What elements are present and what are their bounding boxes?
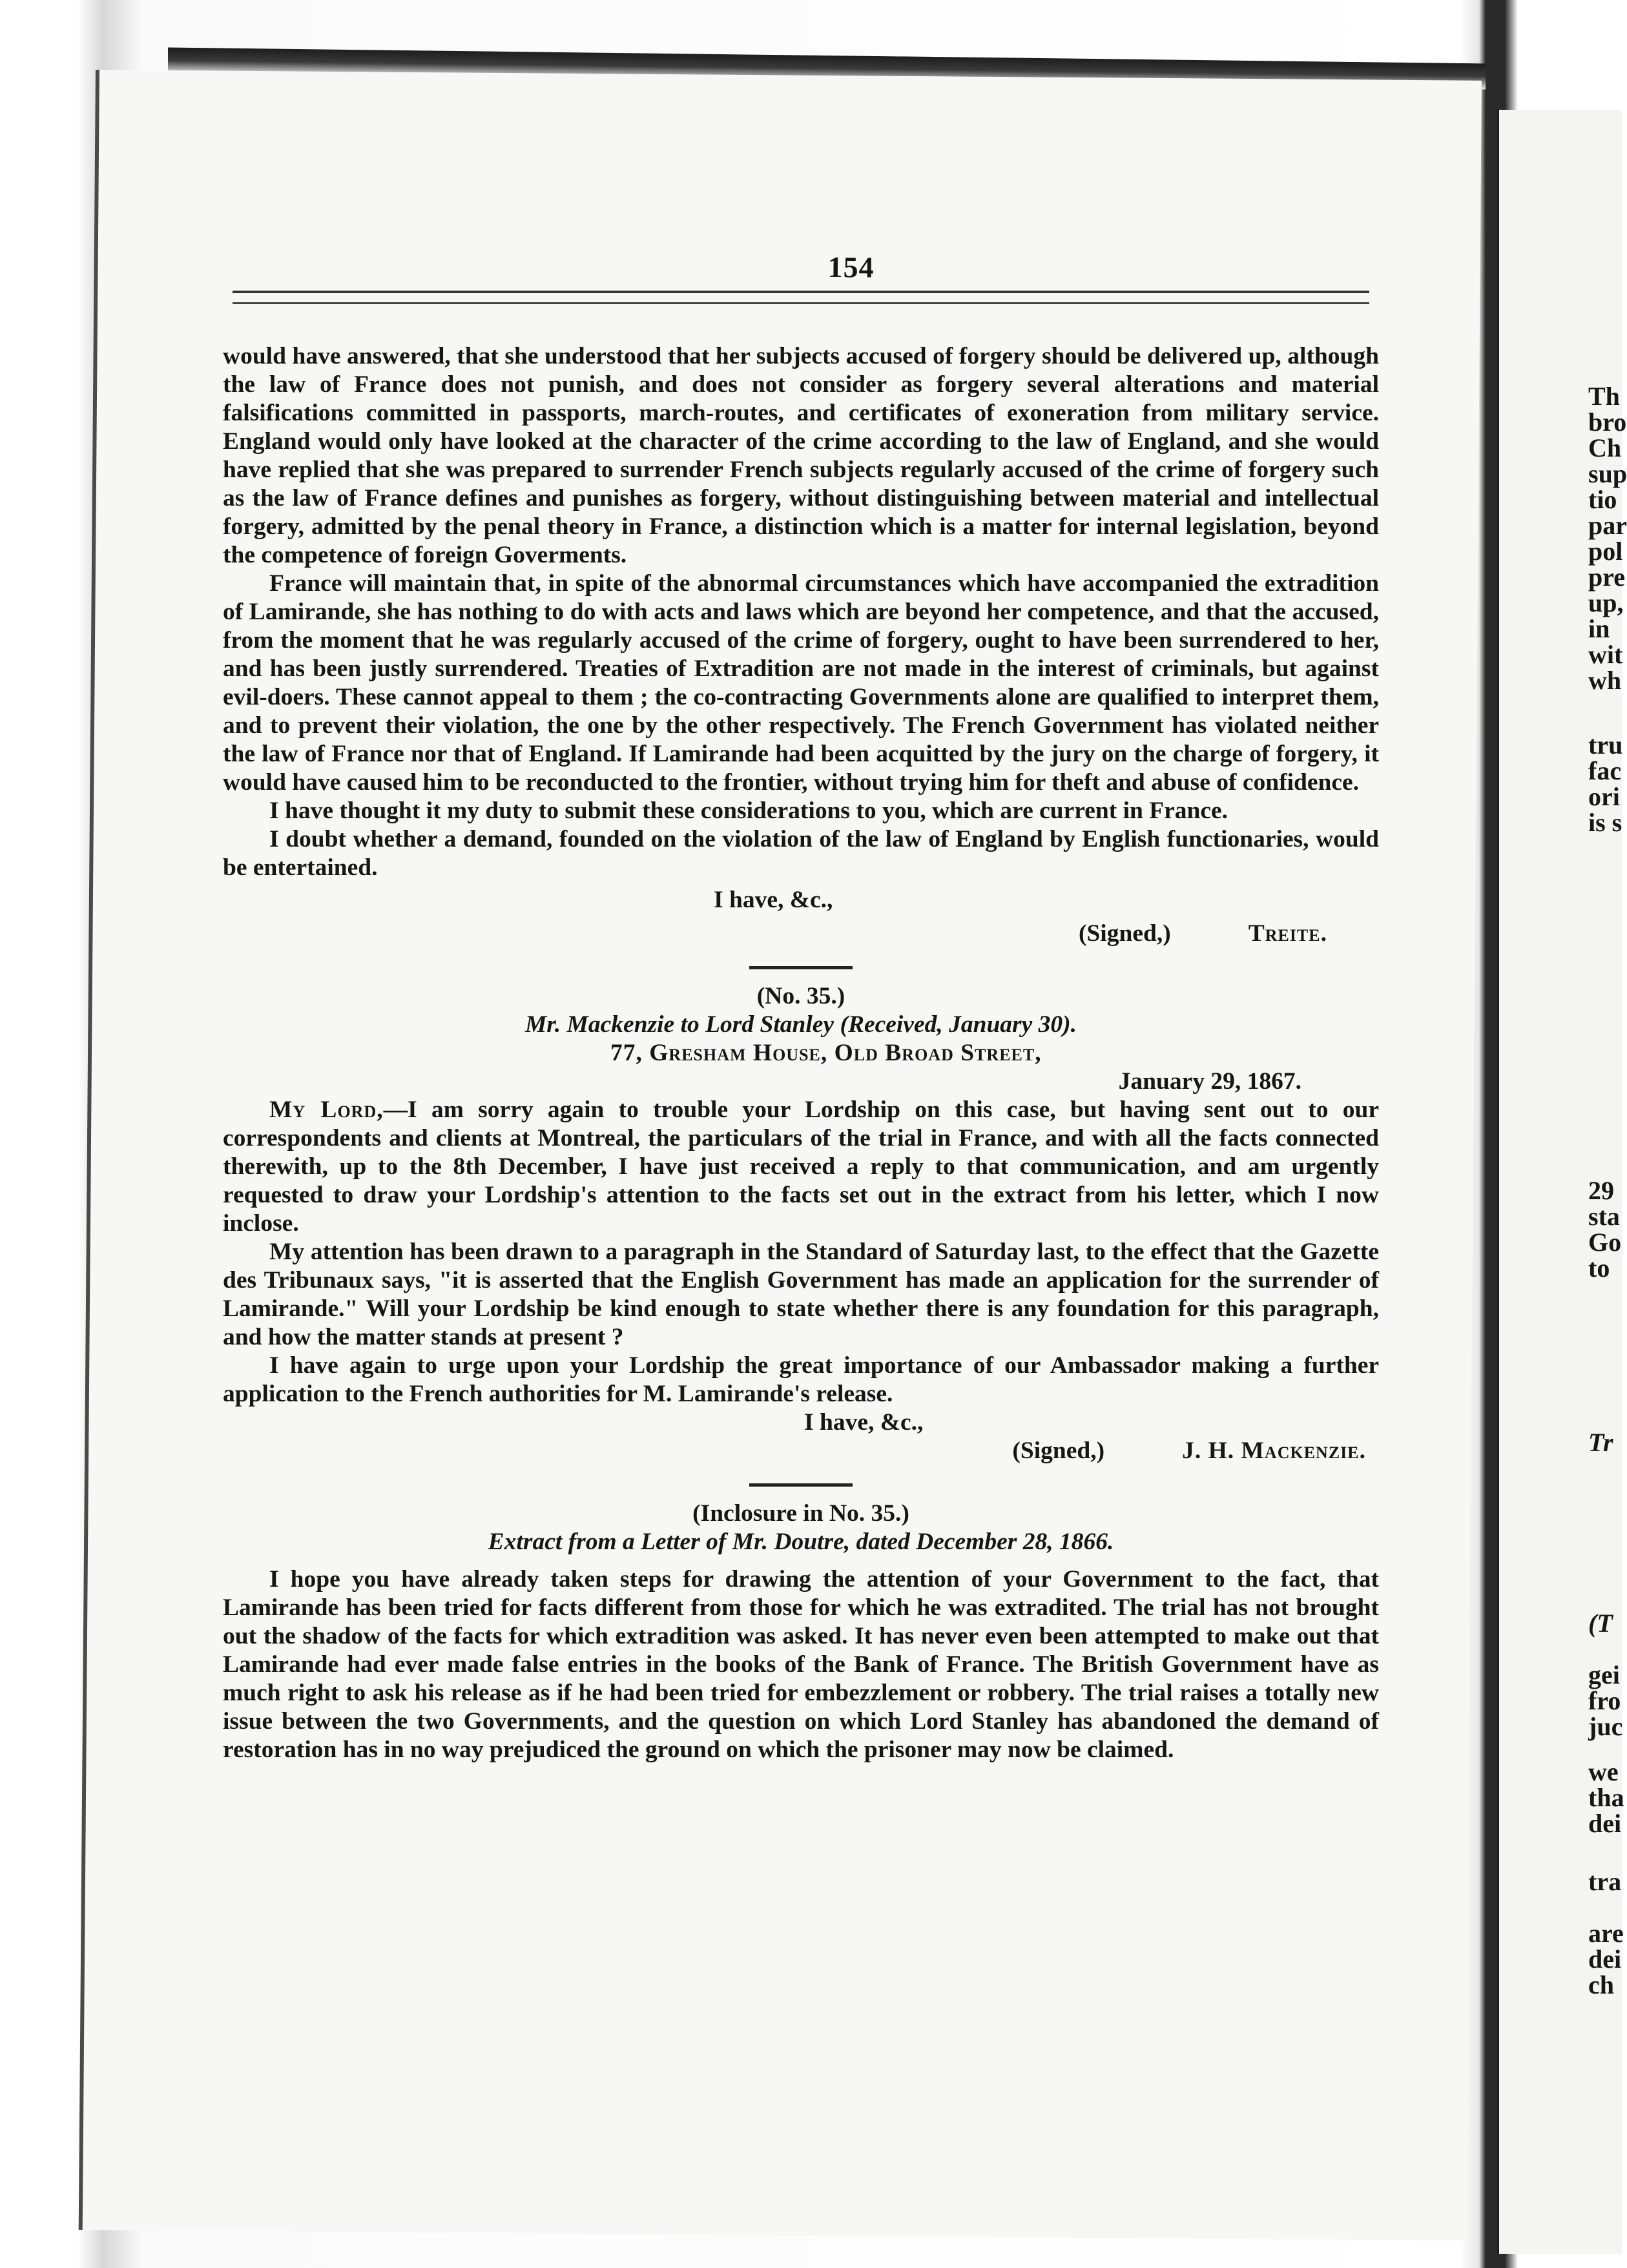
inclosure-heading: (Inclosure in No. 35.) — [692, 1500, 909, 1527]
paragraph: I have again to urge upon your Lordship the great importance of our Ambassador making a further application to the French authorities for M. Lamirande's release. — [223, 1352, 1379, 1407]
facing-page-fragment: par — [1588, 511, 1627, 540]
signed-label: (Signed,) — [1078, 920, 1171, 947]
facing-page-fragment: tio — [1588, 485, 1617, 514]
header-double-rule — [233, 291, 1369, 304]
facing-page-fragment: to — [1588, 1253, 1610, 1283]
facing-page-fragment: gei — [1588, 1660, 1620, 1689]
paragraph: My attention has been drawn to a paragraph in the Standard of Saturday last, to the effect that the Gazette des Tribunaux says, "it is asserted that the English Government has made an application for the surrender of Lamirande." Will your Lordship be kind enough to state whether there is any foundation for this paragraph, and how the matter stands at present ? — [223, 1239, 1379, 1350]
closing-line: I have, &c., — [804, 1409, 924, 1436]
facing-page-fragment: up, — [1588, 588, 1624, 617]
paragraph-continuation: would have answered, that she understood that her subjects accused of forgery should be delivered up, although the law of France does not punish, and does not consider as forgery several alterations and material falsifications committed in passports, march-routes, and certificates of exoneration from military service. England would only have looked at the character of the crime according to the law of England, and she would have replied that she was prepared to surrender French subjects regularly accused of the crime of forgery such as the law of France defines and punishes as forgery, without distinguishing between material and intellectual forgery, admitted by the penal theory in France, a distinction which is a matter for internal legislation, beyond the competence of foreign Goverments. — [223, 343, 1379, 568]
facing-page-fragment: wit — [1588, 640, 1623, 669]
salutation: My Lord, — [269, 1097, 384, 1123]
facing-page-fragment: are — [1588, 1919, 1624, 1948]
facing-page-fragment: tra — [1588, 1867, 1622, 1896]
paragraph: I have thought it my duty to submit these considerations to you, which are current in France. — [269, 798, 1228, 824]
closing-line: I have, &c., — [714, 887, 833, 913]
paragraph: France will maintain that, in spite of the abnormal circumstances which have accompanied the extradition of Lamirande, she has nothing to do with acts and laws which are beyond her competence, and that the accused, from the moment that he was regularly accused of the crime of forgery, ought to have been surrendered to her, and has been justly surrendered. Treaties of Extradition are not made in the interest of criminals, but against evil-doers. These cannot appeal to them ; the co-contracting Governments alone are qualified to interpret them, and to prevent their violation, the one by the other respectively. The French Government has violated neither the law of France nor that of England. If Lamirande had been acquitted by the jury on the charge of forgery, it would have caused him to be reconducted to the frontier, without trying him for theft and abuse of confidence. — [223, 570, 1379, 796]
facing-page-fragment: sta — [1588, 1202, 1620, 1231]
paragraph — [223, 1096, 1379, 1238]
facing-page-fragment: wh — [1588, 666, 1622, 695]
signature-block — [223, 920, 1379, 948]
section-divider — [749, 966, 853, 969]
facing-page-fragment: pol — [1588, 537, 1623, 566]
facing-page-edge — [1497, 110, 1627, 2254]
facing-page-fragment: Go — [1588, 1228, 1622, 1257]
facing-page-fragment: Th — [1588, 382, 1620, 411]
signer-name: Treite. — [1248, 920, 1327, 947]
facing-page-fragment: pre — [1588, 562, 1626, 592]
signed-label: (Signed,) — [1012, 1438, 1105, 1464]
facing-page-fragment: we — [1588, 1757, 1619, 1786]
facing-page-fragment: (T — [1588, 1609, 1613, 1638]
document-subheading: Mr. Mackenzie to Lord Stanley (Received, January 30). — [524, 1011, 1077, 1038]
signature-block — [223, 1437, 1379, 1465]
document-number-heading: (No. 35.) — [756, 983, 845, 1009]
facing-page-fragment: dei — [1588, 1944, 1622, 1974]
document-body — [223, 342, 1379, 1764]
inclosure-subheading: Extract from a Letter of Mr. Doutre, dated December 28, 1866. — [488, 1529, 1114, 1555]
facing-page-fragment: 29 — [1588, 1176, 1614, 1205]
facing-page-fragment: in — [1588, 614, 1610, 643]
facing-page-fragment: sup — [1588, 459, 1627, 488]
facing-page-fragment: Ch — [1588, 433, 1622, 462]
facing-page-fragment: Tr — [1588, 1428, 1613, 1457]
facing-page-fragment: bro — [1588, 407, 1627, 437]
letter-date: January 29, 1867. — [1118, 1068, 1301, 1095]
facing-page-fragment: dei — [1588, 1809, 1622, 1838]
facing-page-fragment: ch — [1588, 1970, 1614, 1999]
page-number: 154 — [827, 250, 875, 284]
facing-page-fragment: is s — [1588, 808, 1622, 837]
facing-page-fragment: juc — [1588, 1712, 1623, 1741]
paragraph-text: —I am sorry again to trouble your Lordship on this case, but having sent out to our correspondents and clients at Montreal, the particulars of the trial in France, and with all the facts connected therewith, up to the 8th December, I have just received a reply to that communication, and am urgently requested to draw your Lordship's attention to the facts set out in the extract from his letter, which I now inclose. — [223, 1097, 1379, 1237]
section-divider — [749, 1483, 853, 1487]
letter-address: 77, Gresham House, Old Broad Street, — [610, 1040, 1042, 1066]
facing-page-fragment: tru — [1588, 730, 1623, 759]
paragraph: I hope you have already taken steps for drawing the attention of your Government to the fact, that Lamirande has been tried for facts different from those for which he was extradited. The trial has not brought out the shadow of the facts for which extradition was asked. It has never even been attempted to make out that Lamirande had ever made false entries in the books of the Bank of France. The British Government have as much right to ask his release as if he had been tried for embezzlement or robbery. The trial raises a totally new issue between the two Governments, and the question on which Lord Stanley has abandoned the demand of restoration has in no way prejudiced the ground on which the prisoner may now be claimed. — [223, 1566, 1379, 1763]
facing-page-fragment: fac — [1588, 756, 1622, 785]
signer-name: J. H. Mackenzie. — [1182, 1438, 1366, 1464]
facing-page-fragment: fro — [1588, 1686, 1621, 1715]
paragraph: I doubt whether a demand, founded on the violation of the law of England by English functionaries, would be entertained. — [223, 826, 1379, 881]
facing-page-fragment: tha — [1588, 1783, 1624, 1812]
facing-page-fragment: ori — [1588, 782, 1620, 811]
